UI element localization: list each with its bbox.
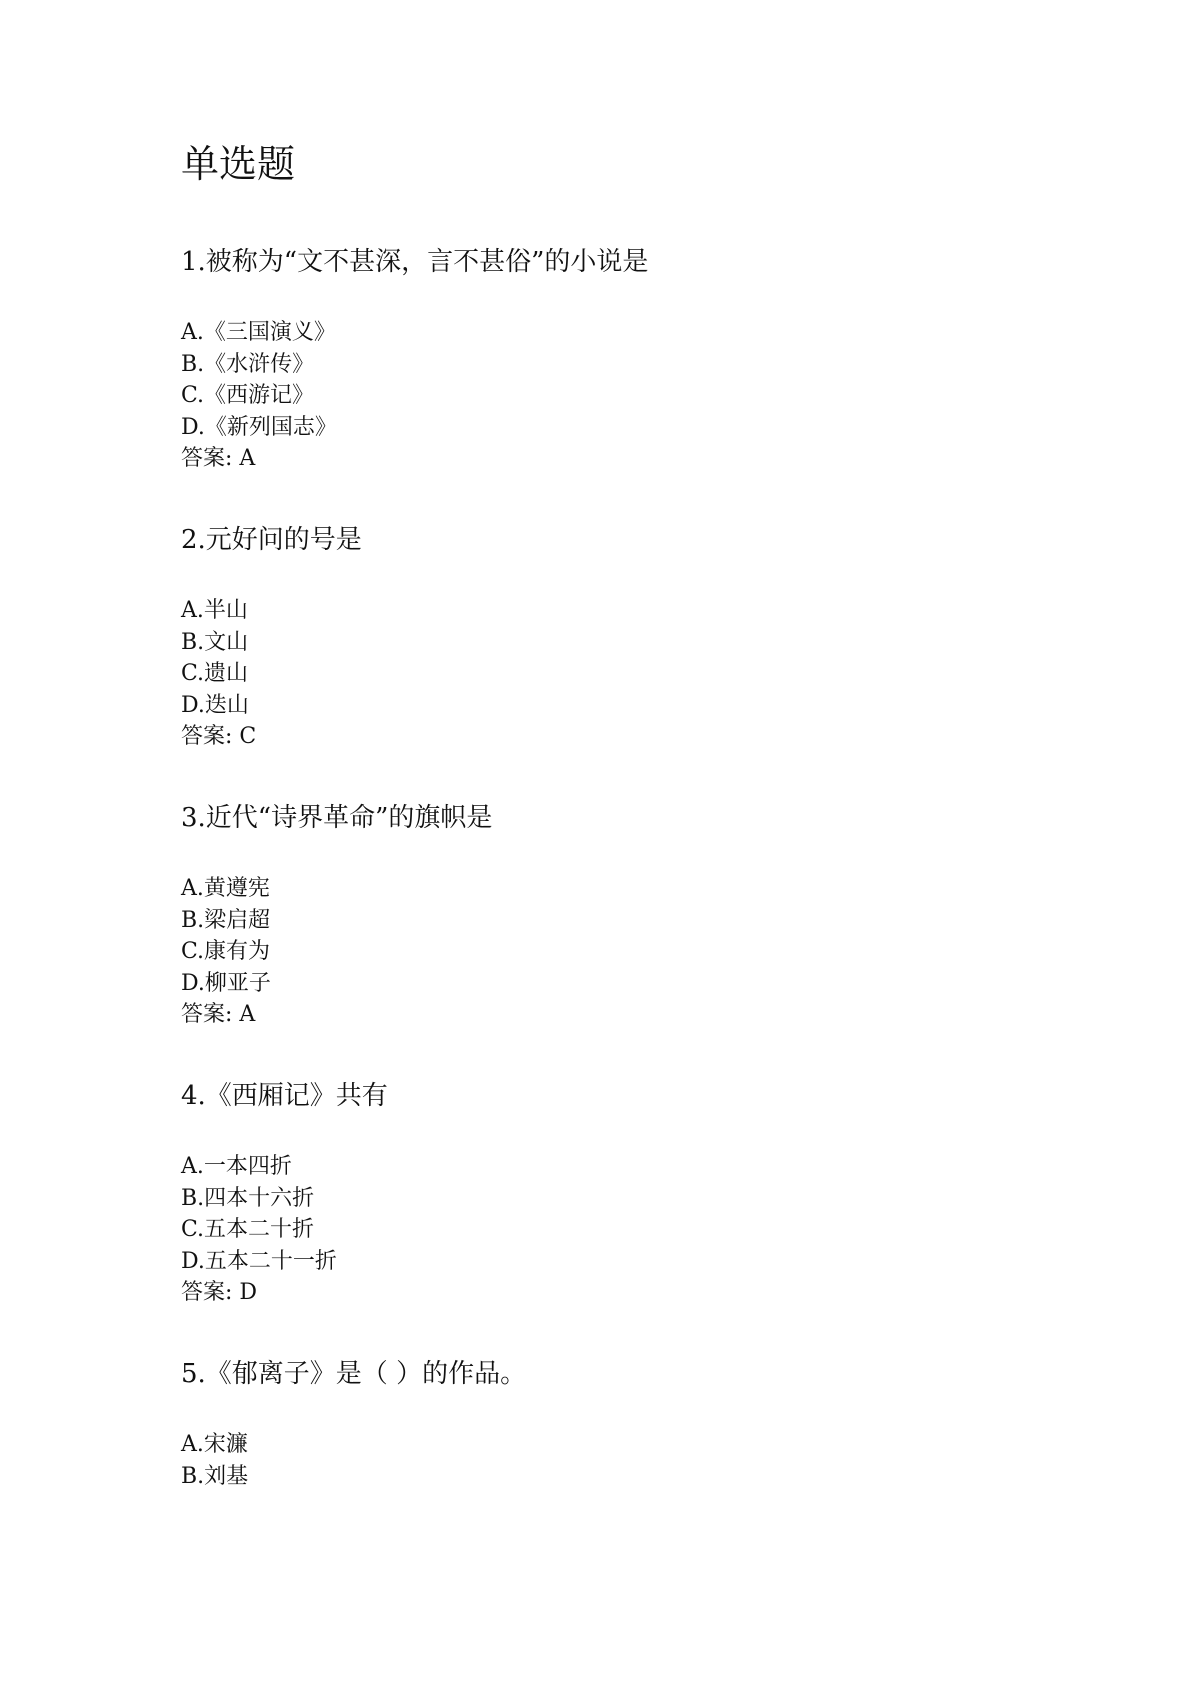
option-b: B.《水浒传》: [181, 351, 315, 377]
question-stem: 4.《西厢记》共有: [181, 1081, 388, 1111]
section-title: 单选题: [181, 142, 296, 186]
question-stem: 1.被称为“文不甚深，言不甚俗”的小说是: [181, 247, 649, 277]
option-a: A.黄遵宪: [181, 876, 270, 901]
question-stem: 2.元好问的号是: [181, 525, 362, 555]
option-d: D.柳亚子: [181, 970, 271, 996]
option-list: [181, 1429, 1081, 1492]
option-c: C.康有为: [181, 939, 271, 964]
option-b: B.梁启超: [181, 907, 271, 933]
option-c: C.遗山: [181, 661, 249, 686]
option-d: D.迭山: [181, 692, 249, 718]
option-a: A.半山: [181, 598, 248, 623]
option-d: D.五本二十一折: [181, 1248, 337, 1274]
answer-line: 答案: A: [181, 1002, 256, 1027]
question-2: [181, 523, 1081, 753]
answer-line: 答案: D: [181, 1280, 258, 1305]
question-4: [181, 1079, 1081, 1309]
option-list: [181, 317, 1081, 475]
option-list: [181, 595, 1081, 753]
option-c: C.五本二十折: [181, 1217, 315, 1242]
option-d: D.《新列国志》: [181, 414, 337, 440]
answer-line: 答案: A: [181, 446, 256, 471]
question-stem: 3.近代“诗界革命”的旗帜是: [181, 803, 493, 833]
option-list: [181, 1151, 1081, 1309]
option-list: [181, 873, 1081, 1031]
option-a: A.《三国演义》: [181, 320, 336, 345]
answer-line: 答案: C: [181, 724, 257, 749]
question-stem: 5.《郁离子》是（ ）的作品。: [181, 1359, 527, 1389]
option-a: A.一本四折: [181, 1154, 292, 1179]
question-1: [181, 245, 1081, 475]
option-b: B.文山: [181, 629, 249, 655]
question-5: [181, 1357, 1081, 1492]
option-a: A.宋濂: [181, 1432, 248, 1457]
option-b: B.刘基: [181, 1463, 249, 1489]
option-c: C.《西游记》: [181, 383, 315, 408]
option-b: B.四本十六折: [181, 1185, 315, 1211]
question-3: [181, 801, 1081, 1031]
